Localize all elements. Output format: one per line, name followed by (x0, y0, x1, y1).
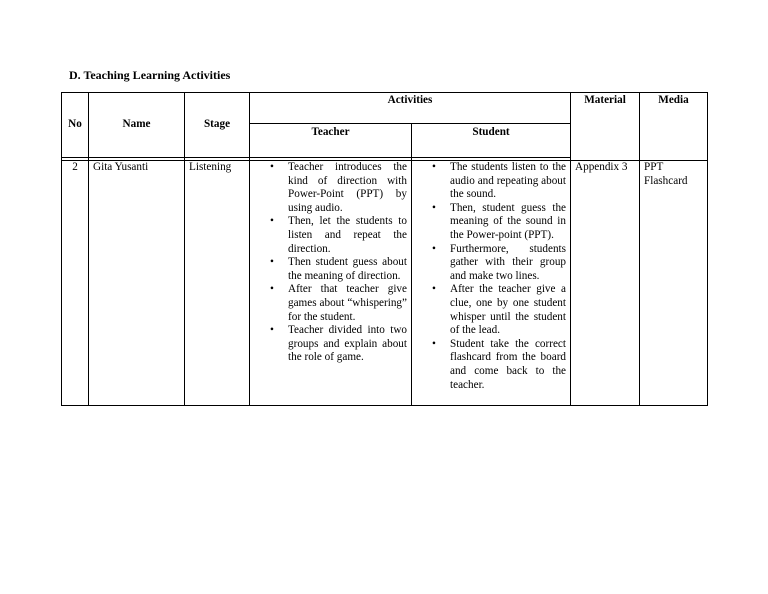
list-item: • After that teacher give games about “whispering” for the student. (250, 283, 407, 324)
media-flashcard: Flashcard (644, 174, 688, 187)
header-teacher: Teacher (250, 124, 412, 158)
header-activities: Activities (250, 93, 571, 124)
header-media: Media (640, 93, 708, 161)
cell-no: 2 (62, 161, 89, 406)
header-student: Student (412, 124, 571, 158)
header-stage: Stage (185, 93, 250, 158)
table-row (62, 161, 708, 406)
cell-teacher-activities (250, 161, 412, 406)
list-item: • Student take the correct flashcard from the board and come back to the teacher. (412, 338, 566, 392)
list-item: • The students listen to the audio and repeating about the sound. (412, 161, 566, 202)
cell-media (640, 161, 708, 406)
cell-student-activities (412, 161, 571, 406)
header-name: Name (89, 93, 185, 158)
header-no: No (62, 93, 89, 158)
list-item: • Then student guess about the meaning of direction. (250, 256, 407, 283)
cell-material: Appendix 3 (571, 161, 640, 406)
list-item: • Teacher introduces the kind of direction with Power-Point (PPT) by using audio. (250, 161, 407, 215)
header-material: Material (571, 93, 640, 161)
list-item: • Furthermore, students gather with their group and make two lines. (412, 243, 566, 284)
activities-table (61, 92, 708, 406)
list-item: • Then, student guess the meaning of the sound in the Power-point (PPT). (412, 202, 566, 243)
list-item: • Teacher divided into two groups and explain about the role of game. (250, 324, 407, 365)
media-ppt: PPT (644, 161, 664, 173)
list-item: • Then, let the students to listen and repeat the direction. (250, 215, 407, 256)
cell-name: Gita Yusanti (89, 161, 185, 406)
teacher-activity-list (250, 161, 411, 365)
cell-stage: Listening (185, 161, 250, 406)
student-activity-list (412, 161, 570, 392)
list-item: • After the teacher give a clue, one by one student whisper until the student of the lead. (412, 283, 566, 337)
section-heading: D. Teaching Learning Activities (69, 68, 231, 82)
